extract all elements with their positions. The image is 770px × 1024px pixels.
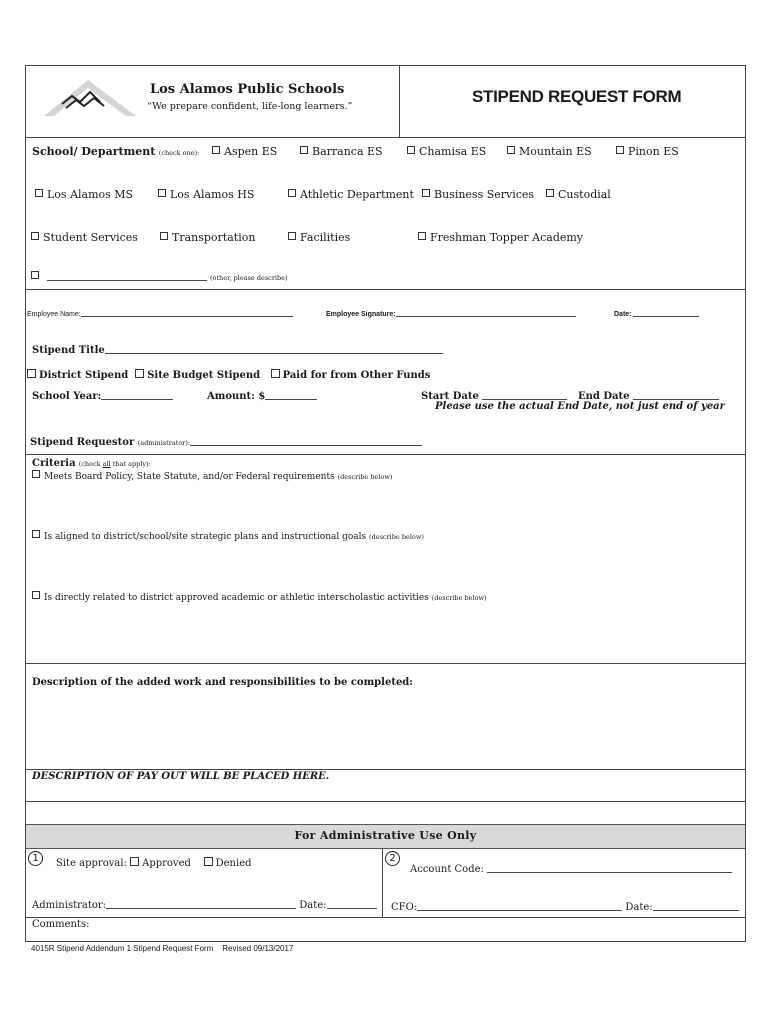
school-year-label: School Year: — [32, 391, 102, 402]
cfo-label: CFO: — [391, 902, 418, 913]
criteria-hint: (check all that apply): — [78, 460, 151, 468]
site-approval-row — [56, 857, 252, 869]
school-hint: (check one): — [158, 149, 200, 157]
checkbox[interactable] — [616, 146, 624, 154]
employee-signature-field[interactable] — [396, 307, 576, 317]
option-student-services[interactable]: Student Services — [31, 231, 138, 244]
comments-label: Comments: — [32, 919, 90, 930]
account-code-field[interactable] — [487, 863, 732, 873]
option-denied[interactable]: Denied — [204, 858, 252, 869]
cfo-date-field[interactable] — [653, 901, 739, 911]
option-athletic[interactable]: Athletic Department — [288, 188, 414, 201]
checkbox[interactable] — [288, 232, 296, 240]
form-title: STIPEND REQUEST FORM — [472, 87, 682, 106]
checkbox[interactable] — [160, 232, 168, 240]
stipend-title-label: Stipend Title — [32, 345, 105, 356]
checkbox[interactable] — [300, 146, 308, 154]
checkbox[interactable] — [407, 146, 415, 154]
header-bottom-line — [25, 137, 746, 138]
start-date-label: Start Date — [421, 391, 479, 402]
admin-title: For Administrative Use Only — [294, 829, 477, 842]
admin-divider — [382, 848, 383, 918]
org-name: Los Alamos Public Schools — [150, 82, 345, 97]
cfo-date-label: Date: — [625, 902, 653, 913]
checkbox[interactable] — [32, 470, 40, 478]
checkbox[interactable] — [288, 189, 296, 197]
criteria-item[interactable]: Is directly related to district approved academic or athletic interscholastic activities (describe below) — [32, 591, 487, 603]
requestor-row — [30, 436, 422, 448]
step-2-badge: 2 — [385, 851, 400, 866]
other-hint: (other, please describe) — [210, 274, 288, 282]
frame-right — [745, 65, 746, 942]
admin-bottom-line — [25, 917, 746, 918]
frame-bottom — [25, 941, 746, 942]
employee-date-row — [614, 307, 699, 318]
option-aspen[interactable]: Aspen ES — [212, 145, 277, 158]
administrator-label: Administrator: — [32, 900, 107, 911]
administrator-field[interactable] — [106, 899, 296, 909]
option-custodial[interactable]: Custodial — [546, 188, 611, 201]
option-lahs[interactable]: Los Alamos HS — [158, 188, 254, 201]
employee-name-field[interactable] — [81, 307, 293, 317]
cfo-field[interactable] — [417, 901, 622, 911]
amount-field[interactable] — [265, 390, 317, 400]
employee-signature-label: Employee Signature: — [326, 311, 396, 318]
end-date-label: End Date — [578, 391, 630, 402]
account-code-label: Account Code: — [410, 864, 484, 875]
employee-section-bottom-line — [25, 454, 746, 455]
administrator-date-label: Date: — [299, 900, 327, 911]
employee-name-row — [27, 307, 293, 318]
start-date-field[interactable] — [482, 390, 567, 400]
checkbox[interactable] — [32, 530, 40, 538]
payout-label: DESCRIPTION OF PAY OUT WILL BE PLACED HERE. — [32, 771, 330, 782]
employee-date-label: Date: — [614, 311, 632, 318]
checkbox[interactable] — [31, 232, 39, 240]
option-freshman-topper[interactable]: Freshman Topper Academy — [418, 231, 583, 244]
description-label: Description of the added work and responsibilities to be completed: — [32, 677, 413, 688]
checkbox[interactable] — [422, 189, 430, 197]
header-divider — [399, 65, 400, 137]
employee-name-label: Employee Name: — [27, 311, 81, 318]
criteria-header — [32, 458, 151, 469]
checkbox[interactable] — [271, 369, 280, 378]
option-chamisa[interactable]: Chamisa ES — [407, 145, 486, 158]
step-1-badge: 1 — [28, 851, 43, 866]
school-label: School/ Department — [32, 145, 156, 158]
frame-top — [25, 65, 746, 66]
school-year-field[interactable] — [101, 390, 173, 400]
checkbox[interactable] — [35, 189, 43, 197]
account-code-row — [410, 863, 732, 875]
criteria-item[interactable]: Meets Board Policy, State Statute, and/or Federal requirements (describe below) — [32, 470, 392, 482]
checkbox[interactable] — [158, 189, 166, 197]
description-field[interactable] — [30, 695, 740, 763]
stipend-title-row — [32, 344, 443, 356]
checkbox[interactable] — [204, 857, 213, 866]
option-barranca[interactable]: Barranca ES — [300, 145, 383, 158]
footer-text: 4015R Stipend Addendum 1 Stipend Request Form Revised 09/13/2017 — [31, 944, 294, 953]
checkbox[interactable] — [27, 369, 36, 378]
end-date-note: Please use the actual End Date, not just end of year — [435, 401, 725, 412]
cfo-row — [391, 901, 739, 913]
district-logo — [40, 74, 140, 122]
option-other[interactable] — [31, 270, 288, 283]
checkbox[interactable] — [130, 857, 139, 866]
tagline: “We prepare confident, life-long learners.” — [147, 101, 353, 112]
option-facilities[interactable]: Facilities — [288, 231, 350, 244]
description-bottom-line — [25, 769, 746, 770]
criteria-label: Criteria — [32, 458, 76, 469]
requestor-hint: (administrator): — [137, 439, 191, 447]
requestor-field[interactable] — [190, 436, 422, 446]
amount-label: Amount: $ — [207, 391, 266, 402]
stipend-type-row — [27, 369, 430, 381]
option-lams[interactable]: Los Alamos MS — [35, 188, 133, 201]
option-business[interactable]: Business Services — [422, 188, 534, 201]
school-section-bottom-line — [25, 289, 746, 290]
checkbox[interactable] — [418, 232, 426, 240]
other-describe-field[interactable] — [47, 271, 207, 281]
administrator-date-field[interactable] — [327, 899, 377, 909]
criteria-item[interactable]: Is aligned to district/school/site strategic plans and instructional goals (describe below) — [32, 530, 424, 542]
requestor-label: Stipend Requestor — [30, 437, 135, 448]
checkbox[interactable] — [135, 369, 144, 378]
school-row-1 — [32, 145, 199, 158]
employee-date-field[interactable] — [633, 307, 699, 317]
option-mountain[interactable]: Mountain ES — [507, 145, 592, 158]
checkbox[interactable] — [212, 146, 220, 154]
administrator-row — [32, 899, 377, 911]
end-date-field[interactable] — [633, 390, 719, 400]
stipend-title-field[interactable] — [105, 344, 443, 354]
checkbox[interactable] — [32, 591, 40, 599]
checkbox[interactable] — [507, 146, 515, 154]
option-pinon[interactable]: Pinon ES — [616, 145, 679, 158]
criteria-bottom-line — [25, 663, 746, 664]
option-transportation[interactable]: Transportation — [160, 231, 255, 244]
option-site-budget[interactable]: Site Budget Stipend — [135, 370, 260, 381]
school-year-row — [32, 390, 173, 402]
checkbox[interactable] — [546, 189, 554, 197]
amount-row — [207, 390, 317, 402]
option-approved[interactable]: Approved — [130, 858, 191, 869]
option-district-stipend[interactable]: District Stipend — [27, 370, 128, 381]
frame-left — [25, 65, 26, 942]
option-other-funds[interactable]: Paid for from Other Funds — [271, 370, 431, 381]
admin-banner — [26, 824, 745, 849]
checkbox[interactable] — [31, 271, 39, 279]
employee-signature-row — [326, 307, 576, 318]
payout-bottom-line — [25, 801, 746, 802]
site-approval-label: Site approval: — [56, 858, 127, 869]
